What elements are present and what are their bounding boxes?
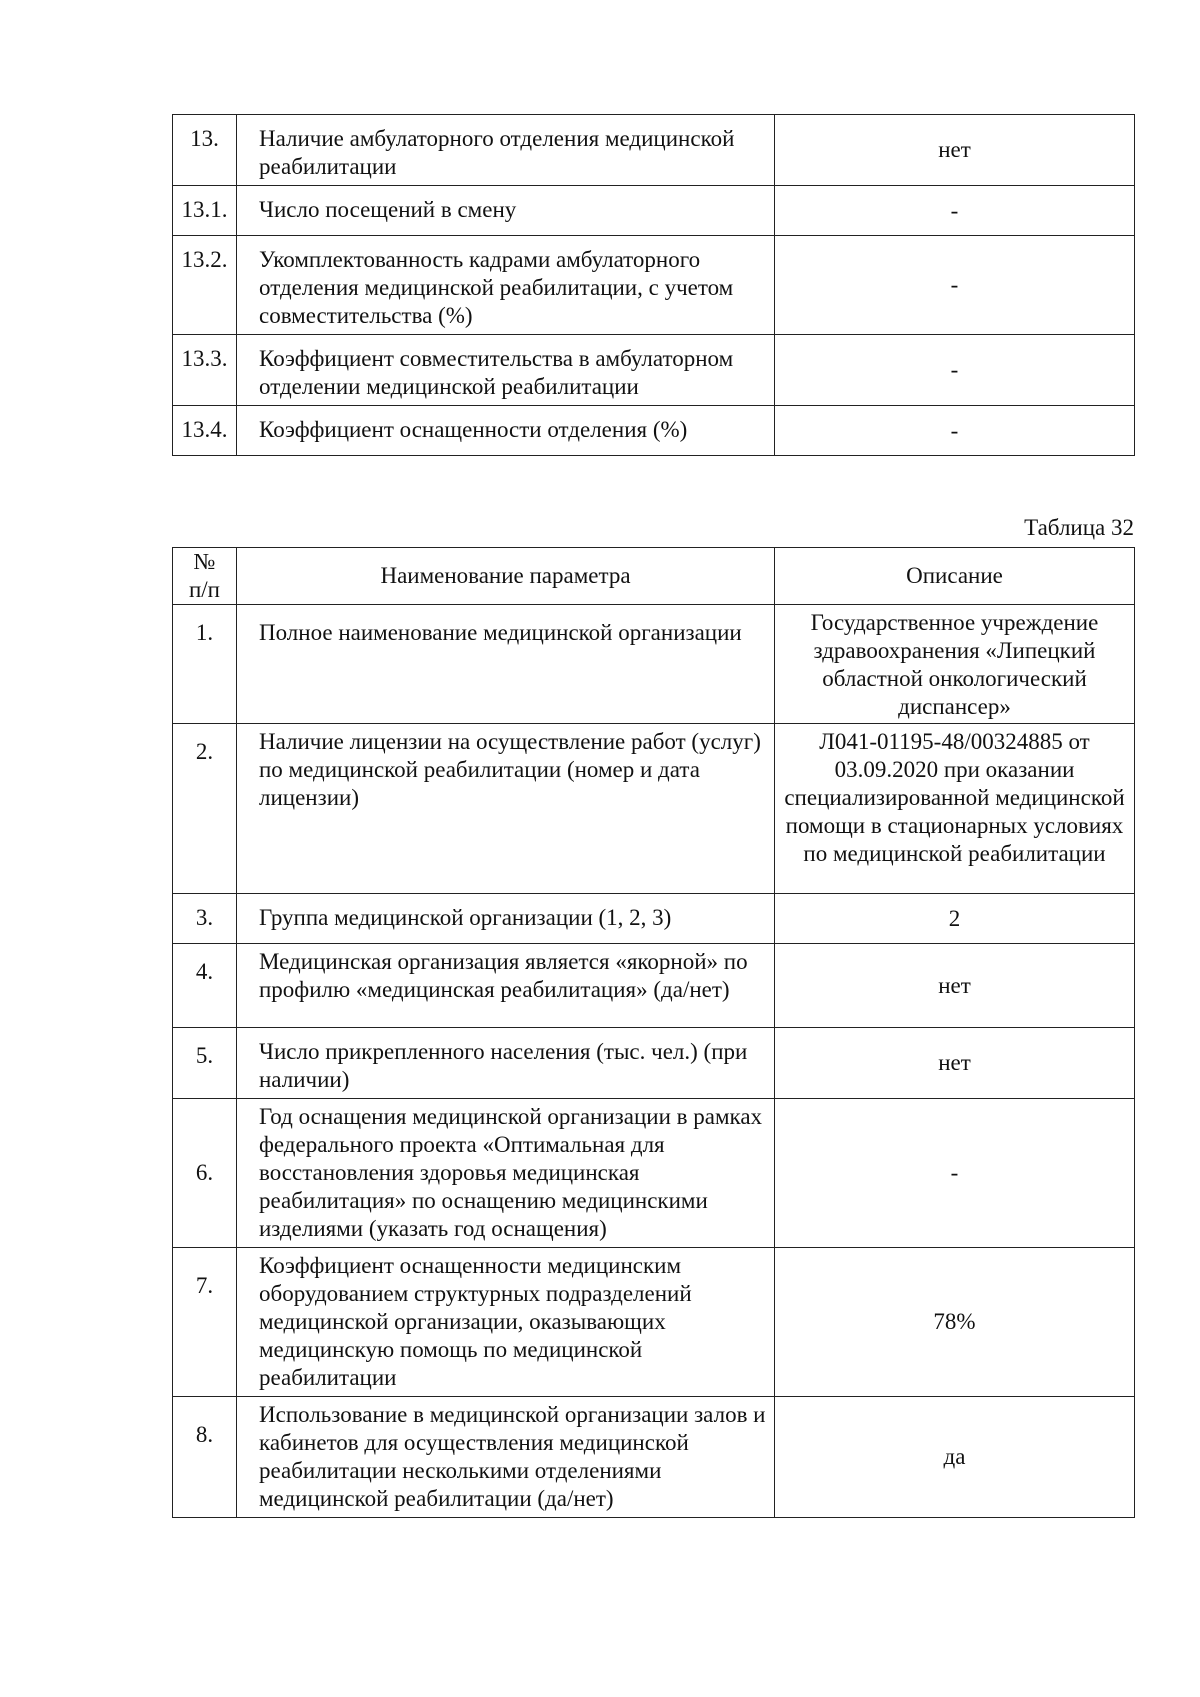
parameter-name: Наличие амбулаторного отделения медицинской реабилитации [237, 115, 775, 186]
row-number: 13.3. [173, 335, 237, 406]
row-number: 2. [173, 724, 237, 894]
table-header-row [173, 548, 1135, 605]
rehab-outpatient-table [172, 114, 1135, 456]
row-number: 8. [173, 1397, 237, 1518]
table-caption: Таблица 32 [1024, 515, 1134, 540]
table-row [173, 894, 1135, 944]
parameter-name: Коэффициент оснащенности отделения (%) [237, 406, 775, 456]
parameter-value: нет [775, 115, 1135, 186]
parameter-value: Государственное учреждение здравоохранения «Липецкий областной онкологический диспансер» [775, 605, 1135, 724]
parameter-value: да [775, 1397, 1135, 1518]
row-number: 1. [173, 605, 237, 724]
table-row [173, 724, 1135, 894]
row-number: 6. [173, 1099, 237, 1248]
parameter-name: Год оснащения медицинской организации в рамках федерального проекта «Оптимальная для восстановления здоровья медицинская реабилитация» по оснащению медицинскими изделиями (указать год оснащения) [237, 1099, 775, 1248]
table-row [173, 1248, 1135, 1397]
parameter-value: 78% [775, 1248, 1135, 1397]
table-row [173, 944, 1135, 1028]
organization-info-table [172, 547, 1135, 1518]
parameter-value: Л041-01195-48/00324885 от 03.09.2020 при оказании специализированной медицинской помощи в стационарных условиях по медицинской реабилитации [775, 724, 1135, 894]
parameter-value: - [775, 406, 1135, 456]
table-row [173, 115, 1135, 186]
row-number: 3. [173, 894, 237, 944]
header-number: № п/п [173, 548, 237, 605]
header-parameter: Наименование параметра [237, 548, 775, 605]
parameter-name: Использование в медицинской организации залов и кабинетов для осуществления медицинской реабилитации несколькими отделениями медицинской реабилитации (да/нет) [237, 1397, 775, 1518]
table-row [173, 1397, 1135, 1518]
parameter-value: нет [775, 1028, 1135, 1099]
row-number: 13. [173, 115, 237, 186]
row-number: 4. [173, 944, 237, 1028]
parameter-value: - [775, 236, 1135, 335]
row-number: 13.4. [173, 406, 237, 456]
parameter-name: Полное наименование медицинской организации [237, 605, 775, 724]
row-number: 13.1. [173, 186, 237, 236]
parameter-name: Коэффициент совместительства в амбулаторном отделении медицинской реабилитации [237, 335, 775, 406]
parameter-name: Число прикрепленного населения (тыс. чел.) (при наличии) [237, 1028, 775, 1099]
table-row [173, 605, 1135, 724]
parameter-value: нет [775, 944, 1135, 1028]
table-row [173, 406, 1135, 456]
parameter-name: Число посещений в смену [237, 186, 775, 236]
parameter-value: - [775, 186, 1135, 236]
table-row [173, 186, 1135, 236]
row-number: 5. [173, 1028, 237, 1099]
parameter-value: - [775, 1099, 1135, 1248]
parameter-name: Укомплектованность кадрами амбулаторного отделения медицинской реабилитации, с учетом совместительства (%) [237, 236, 775, 335]
parameter-name: Медицинская организация является «якорной» по профилю «медицинская реабилитация» (да/нет) [237, 944, 775, 1028]
table-row [173, 335, 1135, 406]
parameter-value: - [775, 335, 1135, 406]
table-row [173, 1099, 1135, 1248]
row-number: 7. [173, 1248, 237, 1397]
parameter-name: Наличие лицензии на осуществление работ (услуг) по медицинской реабилитации (номер и дата лицензии) [237, 724, 775, 894]
table-row [173, 236, 1135, 335]
parameter-name: Коэффициент оснащенности медицинским оборудованием структурных подразделений медицинской организации, оказывающих медицинскую помощь по медицинской реабилитации [237, 1248, 775, 1397]
parameter-name: Группа медицинской организации (1, 2, 3) [237, 894, 775, 944]
row-number: 13.2. [173, 236, 237, 335]
header-description: Описание [775, 548, 1135, 605]
table-row [173, 1028, 1135, 1099]
parameter-value: 2 [775, 894, 1135, 944]
